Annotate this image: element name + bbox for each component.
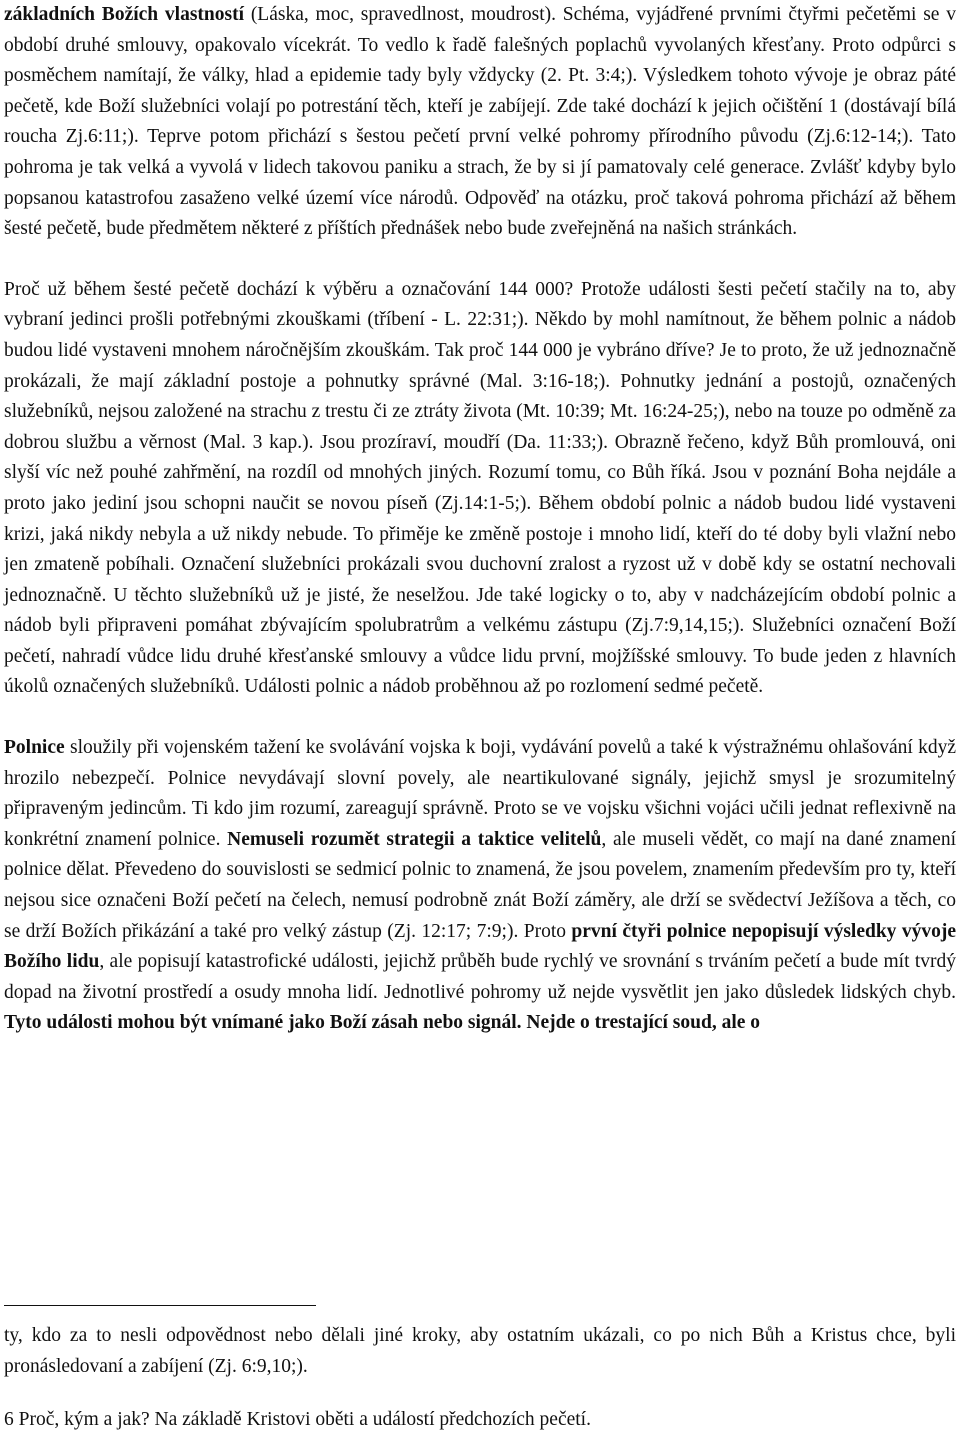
- paragraph-144000: Proč už během šesté pečetě dochází k výběru a označování 144 000? Protože události šesti pečetí stačily na to, aby vybraní jedinci prošli potřebnými zkouškami (tříbení - L. 22:31;). Někdo by mohl namítnout, že během polnic a nádob budou lidé vystaveni mnohem náročnějším zkouškám. Tak proč 144 000 je vybráno dříve? Je to proto, že už jednoznačně prokázali, že mají základní postoje a pohnutky správné (Mal. 3:16-18;). Pohnutky jednání a postojů, označených služebníků, nejsou založené na strachu z trestu či ze ztráty života (Mt. 10:39; Mt. 16:24-25;), nebo na touze po odměně za dobrou službu a věrnost (Mal. 3 kap.). Jsou prozíraví, moudří (Da. 11:33;). Obrazně řečeno, když Bůh promlouvá, oni slyší víc než pouhé zahřmění, na rozdíl od mnohých jiných. Rozumí tomu, co Bůh říká. Jsou v poznání Boha nejdále a proto jako jediní jsou schopni naučit se novou píseň (Zj.14:1-5;). Během období polnic a nádob budou lidé vystaveni krizi, jaká nikdy nebyla a už nikdy nebude. To přiměje ke změně postoje i mnoho lidí, kteří do té doby byli vlažní nebo jen zmateně pobíhali. Označení služebníci prokázali svou duchovní zralost a ryzost už v době kdy se ostatní nechovali jednoznačně. U těchto služebníků už je jisté, že neselžou. Jde také logicky o to, aby v nadcházejícím období polnic a nádob byli připraveni pomáhat zbývajícím spolubratrům a velkému zástupu (Zj.7:9,14,15;). Služebníci označení Boží pečetí, nahradí vůdce lidu druhé křesťanské smlouvy a vůdce lidu první, mojžíšské smlouvy. To bude jeden z hlavních úkolů označených služebníků. Události polnic a nádob proběhnou až po rozlomení sedmé pečetě.: [4, 278, 956, 698]
- bold-phrase: Polnice: [4, 737, 65, 759]
- paragraph-gap: [4, 703, 956, 733]
- bold-phrase: základních Božích vlastností: [4, 4, 245, 25]
- document-page: [4, 0, 956, 1039]
- footnote-text: ty, kdo za to nesli odpovědnost nebo dělali jiné kroky, aby ostatním ukázali, co po nich Bůh a Kristus chce, byli pronásledovaní a zabíjení (Zj. 6:9,10;).: [4, 1325, 956, 1377]
- bold-phrase: první čtyři polnice nepopisují výsledky vývoje Božího lidu: [4, 920, 956, 973]
- bold-phrase: Nemuseli rozumět strategii a taktice velitelů: [227, 828, 602, 850]
- paragraph-gap: [4, 245, 956, 275]
- footnote-divider: [4, 1305, 316, 1306]
- paragraph-text: (Láska, moc, spravedlnost, moudrost). Schéma, vyjádřené prvními čtyřmi pečetěmi se v období druhé smlouvy, opakovalo vícekrát. To vedlo k řadě falešných poplachů vyvolaných křesťany. Proto odpůrci s posměchem namítají, že války, hlad a epidemie tady byly vždycky (2. Pt. 3:4;). Výsledkem tohoto vývoje je obraz páté pečetě, kde Boží služebníci volají po potrestání těch, kteří je zabíjejí. Zde také dochází k jejich očištění 1 (dostávají bílá roucha Zj.6:11;). Teprve potom přichází s šestou pečetí první velké pohromy přírodního původu (Zj.6:12-14;). Tato pohroma je tak velká a vyvolá v lidech takovou paniku a strach, že by si jí pamatovaly celé generace. Zvlášť kdyby bylo popsanou katastrofou zasaženo velké území více národů. Odpověď na otázku, proč taková pohroma přichází až během šesté pečetě, bude předmětem některé z příštích přednášek nebo bude zveřejněná na našich stránkách.: [4, 4, 957, 240]
- bold-phrase: Tyto události mohou být vnímané jako Boží zásah nebo signál. Nejde o trestající soud, ale o: [4, 1012, 761, 1034]
- page-footer: 6 Proč, kým a jak? Na základě Kristovi oběti a událostí předchozích pečetí.: [4, 1409, 591, 1430]
- paragraph-text: , ale museli vědět, co mají na dané znamení polnice dělat. Převedeno do souvislosti se sedmicí polnic to znamená, že jsou povelem, znamením především pro ty, kteří nejsou sice označeni Boží pečetí na čelech, nemusí podrobně znát Boží záměry, ale drží se svědectví Ježíšova a těch, co se drží Božích přikázání a také pro velký zástup (Zj. 12:17; 7:9;). Proto: [4, 828, 956, 942]
- paragraph-text: sloužily při vojenském tažení ke svolávání vojska k boji, vydávání povelů a také k výstražnému ohlašování když hrozilo nebezpečí. Polnice nevydávají slovní povely, ale neartikulované signály, jejichž smysl je srozumitelný připraveným jedincům. Ti kdo jim rozumí, zareagují správně. Proto se ve vojsku všichni vojáci učili jednat reflexivně na konkrétní znamení polnice.: [4, 737, 956, 850]
- paragraph-text: , ale popisují katastrofické události, jejichž průběh bude rychlý ve srovnání s trváním pečetí a bude mít tvrdý dopad na životní prostředí a osudy mnoha lidí. Jednotlivé pohromy už nejde vysvětlit jen jako důsledek lidských chyb.: [4, 951, 956, 1003]
- paragraph-trumpets: [4, 733, 956, 1039]
- paragraph-seals: [4, 0, 956, 245]
